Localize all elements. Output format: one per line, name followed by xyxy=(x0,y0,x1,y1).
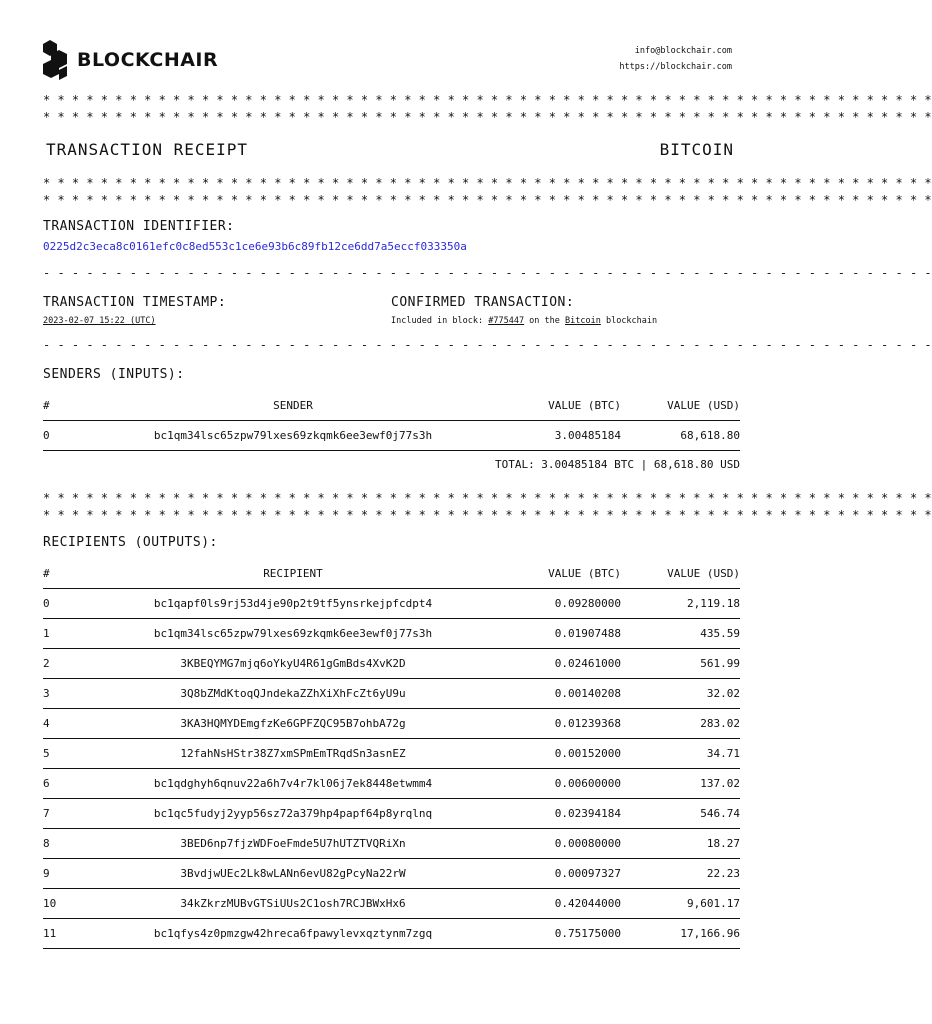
col-recipient: RECIPIENT xyxy=(93,558,493,589)
star-separator: * * * * * * * * * * * * * * * * * * * * * * * * * * * * * * * * * * * * * * * * * * * * * * * * * * * * * * * * * * * * * * xyxy=(43,176,932,190)
confirmed-info xyxy=(391,316,657,326)
row-value-btc: 0.00600000 xyxy=(493,769,621,799)
table-row xyxy=(43,799,740,829)
chain-link[interactable]: Bitcoin xyxy=(565,316,601,326)
row-value-usd: 435.59 xyxy=(621,619,740,649)
star-separator: * * * * * * * * * * * * * * * * * * * * * * * * * * * * * * * * * * * * * * * * * * * * * * * * * * * * * * * * * * * * * * xyxy=(43,508,932,522)
row-value-usd: 68,618.80 xyxy=(621,421,740,451)
website-link[interactable]: https://blockchair.com xyxy=(619,62,732,72)
star-separator: * * * * * * * * * * * * * * * * * * * * * * * * * * * * * * * * * * * * * * * * * * * * * * * * * * * * * * * * * * * * * * xyxy=(43,110,932,124)
timestamp-text: 2023-02-07 15:22 (UTC) xyxy=(43,316,156,326)
recipient-address[interactable]: 3BED6np7fjzWDFoeFmde5U7hUTZTVQRiXn xyxy=(93,829,493,859)
confirmed-middle: on the xyxy=(524,316,566,326)
table-row xyxy=(43,889,740,919)
col-usd: VALUE (USD) xyxy=(621,558,740,589)
row-value-btc: 0.00097327 xyxy=(493,859,621,889)
row-value-usd: 17,166.96 xyxy=(621,919,740,949)
row-value-usd: 34.71 xyxy=(621,739,740,769)
table-row xyxy=(43,421,740,451)
table-row xyxy=(43,739,740,769)
row-index: 0 xyxy=(43,421,93,451)
recipients-header-row xyxy=(43,558,740,589)
row-value-btc: 0.42044000 xyxy=(493,889,621,919)
senders-header-row xyxy=(43,390,740,421)
star-separator: * * * * * * * * * * * * * * * * * * * * * * * * * * * * * * * * * * * * * * * * * * * * * * * * * * * * * * * * * * * * * * xyxy=(43,93,932,107)
row-index: 9 xyxy=(43,859,93,889)
recipient-address[interactable]: bc1qapf0ls9rj53d4je90p2t9tf5ynsrkejpfcdpt4 xyxy=(93,589,493,619)
row-index: 4 xyxy=(43,709,93,739)
row-index: 0 xyxy=(43,589,93,619)
table-row xyxy=(43,649,740,679)
col-index: # xyxy=(43,390,93,421)
row-value-btc: 0.00152000 xyxy=(493,739,621,769)
row-value-btc: 0.02394184 xyxy=(493,799,621,829)
row-value-usd: 2,119.18 xyxy=(621,589,740,619)
dash-separator: - - - - - - - - - - - - - - - - - - - - - - - - - - - - - - - - - - - - - - - - - - - - - - - - - - - - - - - - - - - - - - xyxy=(43,266,932,280)
recipient-address[interactable]: 12fahNsHStr38Z7xmSPmEmTRqdSn3asnEZ xyxy=(93,739,493,769)
recipient-address[interactable]: 3KA3HQMYDEmgfzKe6GPFZQC95B7ohbA72g xyxy=(93,709,493,739)
star-separator: * * * * * * * * * * * * * * * * * * * * * * * * * * * * * * * * * * * * * * * * * * * * * * * * * * * * * * * * * * * * * * xyxy=(43,491,932,505)
recipient-address[interactable]: 34kZkrzMUBvGTSiUUs2C1osh7RCJBWxHx6 xyxy=(93,889,493,919)
row-index: 1 xyxy=(43,619,93,649)
timestamp-value xyxy=(43,316,156,326)
blockchair-logo-icon xyxy=(43,40,67,80)
row-value-btc: 3.00485184 xyxy=(493,421,621,451)
row-value-usd: 283.02 xyxy=(621,709,740,739)
row-index: 5 xyxy=(43,739,93,769)
confirmed-prefix: Included in block: xyxy=(391,316,489,326)
table-row xyxy=(43,859,740,889)
logo xyxy=(43,40,218,80)
col-index: # xyxy=(43,558,93,589)
row-value-usd: 561.99 xyxy=(621,649,740,679)
block-link[interactable]: #775447 xyxy=(488,316,525,326)
brand-name: BLOCKCHAIR xyxy=(77,49,219,71)
row-index: 11 xyxy=(43,919,93,949)
col-btc: VALUE (BTC) xyxy=(493,390,621,421)
row-value-usd: 18.27 xyxy=(621,829,740,859)
recipient-address[interactable]: 3BvdjwUEc2Lk8wLANn6evU82gPcyNa22rW xyxy=(93,859,493,889)
table-row xyxy=(43,589,740,619)
table-row xyxy=(43,709,740,739)
row-index: 10 xyxy=(43,889,93,919)
senders-table xyxy=(43,390,740,451)
coin-name: BITCOIN xyxy=(659,140,734,159)
row-value-btc: 0.75175000 xyxy=(493,919,621,949)
receipt-title-row xyxy=(46,140,734,159)
table-row xyxy=(43,679,740,709)
row-value-btc: 0.09280000 xyxy=(493,589,621,619)
receipt-title: TRANSACTION RECEIPT xyxy=(46,140,249,159)
row-value-usd: 546.74 xyxy=(621,799,740,829)
row-index: 3 xyxy=(43,679,93,709)
table-row xyxy=(43,829,740,859)
row-value-usd: 9,601.17 xyxy=(621,889,740,919)
senders-label: SENDERS (INPUTS): xyxy=(43,367,185,382)
confirmed-suffix: blockchain xyxy=(600,316,658,326)
transaction-id-link[interactable]: 0225d2c3eca8c0161efc0c8ed553c1ce6e93b6c89fb12ce6dd7a5eccf033350a xyxy=(43,240,467,253)
recipient-address[interactable]: 3KBEQYMG7mjq6oYkyU4R61gGmBds4XvK2D xyxy=(93,649,493,679)
row-value-btc: 0.01907488 xyxy=(493,619,621,649)
email-link[interactable]: info@blockchair.com xyxy=(634,46,732,56)
recipient-address[interactable]: bc1qfys4z0pmzgw42hreca6fpawylevxqztynm7zgq xyxy=(93,919,493,949)
col-usd: VALUE (USD) xyxy=(621,390,740,421)
row-value-usd: 137.02 xyxy=(621,769,740,799)
sender-address[interactable]: bc1qm34lsc65zpw79lxes69zkqmk6ee3ewf0j77s3h xyxy=(93,421,493,451)
recipient-address[interactable]: 3Q8bZMdKtoqQJndekaZZhXiXhFcZt6yU9u xyxy=(93,679,493,709)
contact-info xyxy=(619,43,732,75)
recipient-address[interactable]: bc1qc5fudyj2yyp56sz72a379hp4papf64p8yrqlnq xyxy=(93,799,493,829)
senders-body xyxy=(43,421,740,451)
star-separator: * * * * * * * * * * * * * * * * * * * * * * * * * * * * * * * * * * * * * * * * * * * * * * * * * * * * * * * * * * * * * * xyxy=(43,193,932,207)
row-value-usd: 22.23 xyxy=(621,859,740,889)
row-index: 7 xyxy=(43,799,93,829)
row-index: 2 xyxy=(43,649,93,679)
row-value-btc: 0.00080000 xyxy=(493,829,621,859)
table-row xyxy=(43,619,740,649)
table-row xyxy=(43,919,740,949)
row-value-btc: 0.01239368 xyxy=(493,709,621,739)
recipients-label: RECIPIENTS (OUTPUTS): xyxy=(43,535,218,550)
row-value-btc: 0.02461000 xyxy=(493,649,621,679)
header xyxy=(43,40,740,84)
recipients-body xyxy=(43,589,740,949)
timestamp-label: TRANSACTION TIMESTAMP: xyxy=(43,295,227,310)
confirmed-label: CONFIRMED TRANSACTION: xyxy=(391,295,575,310)
recipients-table xyxy=(43,558,740,949)
col-sender: SENDER xyxy=(93,390,493,421)
row-index: 6 xyxy=(43,769,93,799)
col-btc: VALUE (BTC) xyxy=(493,558,621,589)
recipient-address[interactable]: bc1qdghyh6qnuv22a6h7v4r7kl06j7ek8448etwmm4 xyxy=(93,769,493,799)
table-row xyxy=(43,769,740,799)
row-value-usd: 32.02 xyxy=(621,679,740,709)
dash-separator: - - - - - - - - - - - - - - - - - - - - - - - - - - - - - - - - - - - - - - - - - - - - - - - - - - - - - - - - - - - - - - xyxy=(43,338,932,352)
identifier-label: TRANSACTION IDENTIFIER: xyxy=(43,219,235,234)
row-index: 8 xyxy=(43,829,93,859)
senders-total: TOTAL: 3.00485184 BTC | 68,618.80 USD xyxy=(494,458,740,471)
recipient-address[interactable]: bc1qm34lsc65zpw79lxes69zkqmk6ee3ewf0j77s3h xyxy=(93,619,493,649)
row-value-btc: 0.00140208 xyxy=(493,679,621,709)
